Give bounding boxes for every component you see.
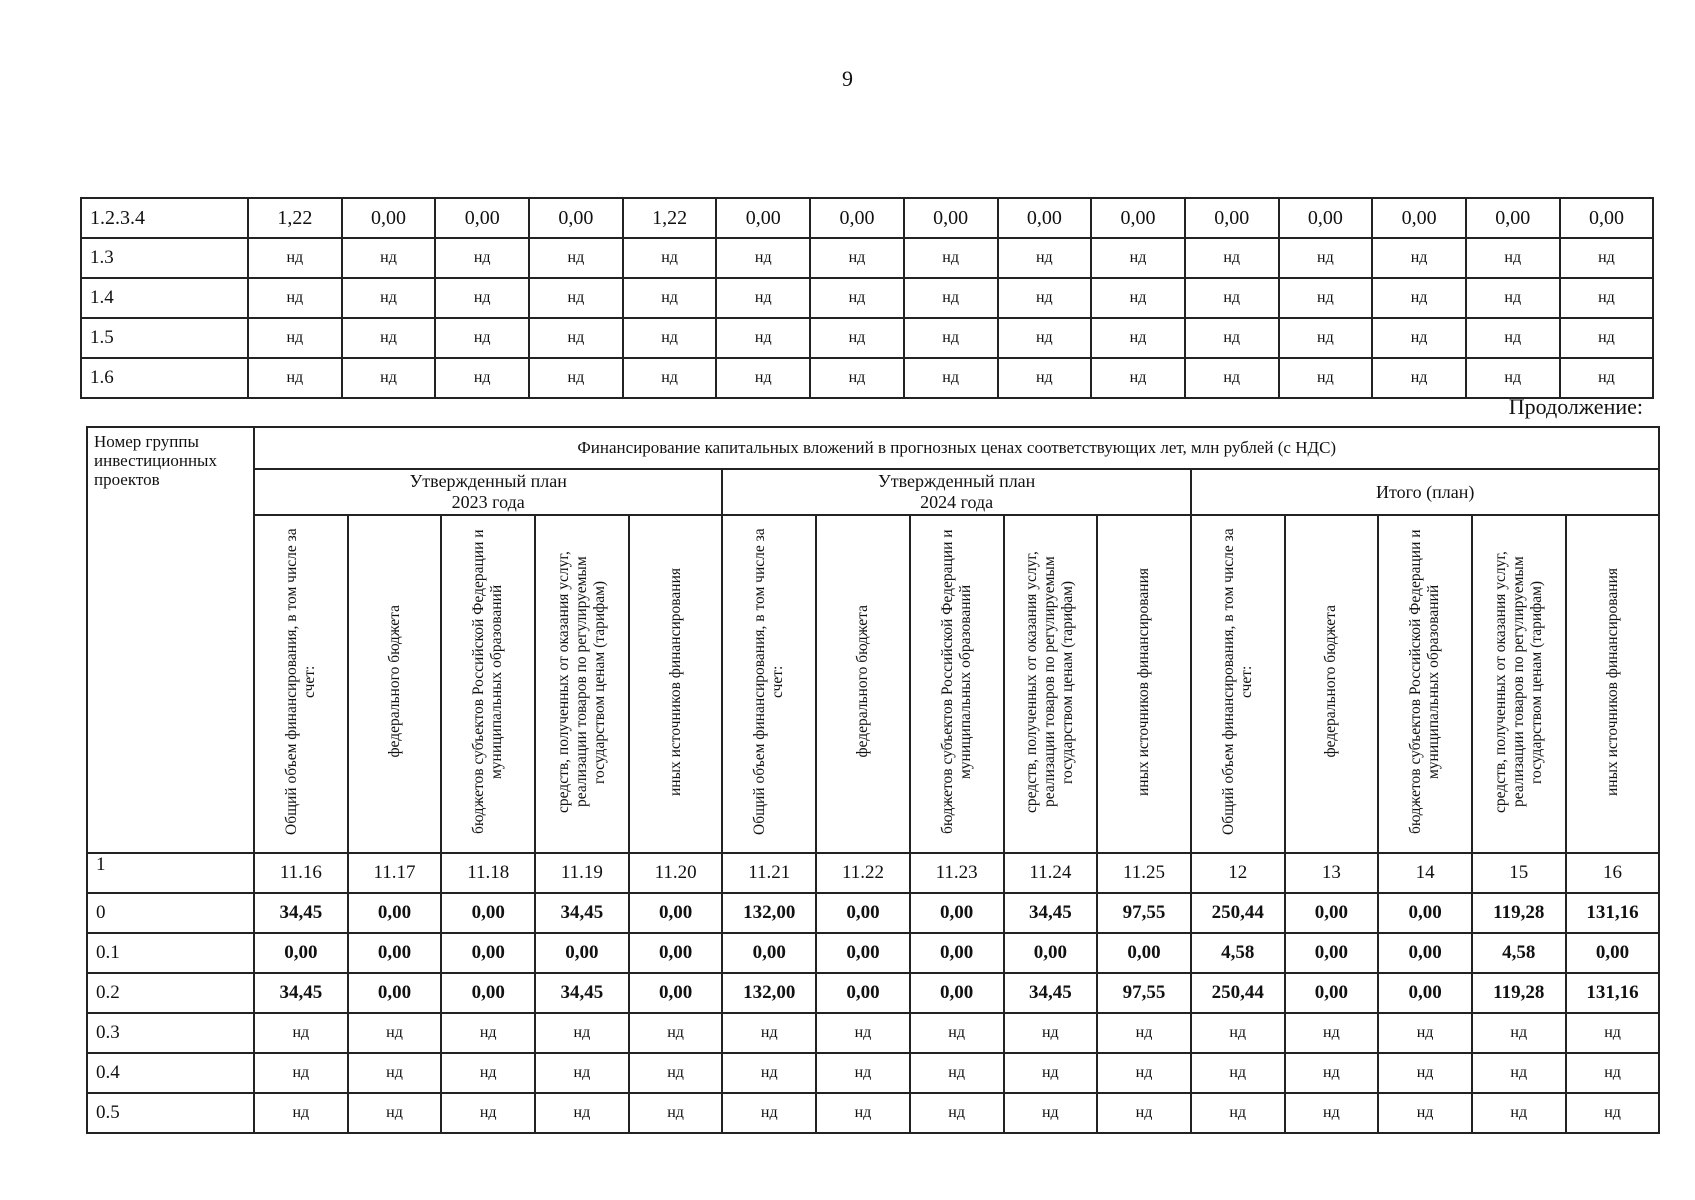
table-cell: 0,00 [1091,198,1185,238]
table-cell: нд [1185,238,1279,278]
row-label: 1.4 [81,278,248,318]
table-cell: нд [348,1093,442,1133]
table-cell: нд [722,1013,816,1053]
table-cell: нд [529,318,623,358]
subcolumn-header [348,515,442,853]
group-number-header: Номер группы инвестиционных проектов [87,427,254,853]
column-number: 15 [1472,853,1566,893]
table-cell: нд [254,1093,348,1133]
table-cell: нд [810,358,904,398]
table-cell: 34,45 [1004,893,1098,933]
column-number: 11.23 [910,853,1004,893]
table-cell: нд [1472,1093,1566,1133]
table-cell: нд [629,1093,723,1133]
subcolumn-header [441,515,535,853]
table-cell: нд [716,318,810,358]
table-cell: 0,00 [1560,198,1654,238]
top-table-body [81,198,1653,398]
table-cell: нд [1285,1013,1379,1053]
table-cell: 0,00 [904,198,998,238]
column-number: 11.21 [722,853,816,893]
table-cell: 119,28 [1472,893,1566,933]
table-cell: нд [254,1013,348,1053]
table-cell: 0,00 [441,893,535,933]
table-cell: 0,00 [629,933,723,973]
row-label: 1.3 [81,238,248,278]
table-cell: нд [1372,238,1466,278]
table-cell: нд [1097,1013,1191,1053]
table-cell: нд [998,238,1092,278]
table-cell: 0,00 [1279,198,1373,238]
table-cell: 0,00 [816,933,910,973]
table-cell: нд [623,278,717,318]
column-number: 11.22 [816,853,910,893]
table-cell: 0,00 [1378,933,1472,973]
subcolumn-header [1566,515,1660,853]
table-row [87,1013,1659,1053]
table-cell: 0,00 [722,933,816,973]
table-cell: нд [529,238,623,278]
subcolumn-header [629,515,723,853]
row-label: 0.3 [87,1013,254,1053]
table-cell: нд [1279,318,1373,358]
table-cell: 0,00 [529,198,623,238]
subcolumn-header-text: средств, полученных от оказания услуг, реализации товаров по регулируемым государством ценам (тарифам) [1023,550,1077,813]
table-cell: нд [904,358,998,398]
table-cell: 1,22 [623,198,717,238]
column-number: 13 [1285,853,1379,893]
plan-header [254,469,722,515]
table-cell: 119,28 [1472,973,1566,1013]
subcolumn-header-text: бюджетов субъектов Российской Федерации и муниципальных образований [1407,529,1443,834]
table-cell: нд [1279,358,1373,398]
table-cell: нд [1004,1013,1098,1053]
main-table-body [87,853,1659,1133]
table-cell: нд [1372,318,1466,358]
table-cell: нд [342,238,436,278]
column-number: 11.25 [1097,853,1191,893]
table-cell: нд [1279,238,1373,278]
table-cell: нд [1378,1093,1472,1133]
row-label: 1 [87,853,254,893]
table-cell: нд [1466,358,1560,398]
table-cell: нд [535,1053,629,1093]
table-row [87,1093,1659,1133]
column-number: 11.16 [254,853,348,893]
subcolumn-header [535,515,629,853]
table-cell: нд [435,358,529,398]
table-cell: нд [716,278,810,318]
table-cell: нд [904,278,998,318]
table-cell: нд [254,1053,348,1093]
table-row [81,198,1653,238]
table-cell: 0,00 [342,198,436,238]
row-label: 0.4 [87,1053,254,1093]
page-number: 9 [842,66,853,91]
subcolumn-header [722,515,816,853]
subcolumn-header [1378,515,1472,853]
table-cell: 131,16 [1566,973,1660,1013]
table-cell: нд [1560,318,1654,358]
table-cell: 0,00 [1372,198,1466,238]
subcolumn-header [1191,515,1285,853]
table-cell: 0,00 [348,973,442,1013]
table-cell: 0,00 [441,973,535,1013]
table-cell: нд [1279,278,1373,318]
table-cell: 0,00 [1378,893,1472,933]
subcolumn-header-text: средств, полученных от оказания услуг, реализации товаров по регулируемым государством ценам (тарифам) [554,550,608,813]
column-number: 11.19 [535,853,629,893]
table-cell: нд [1285,1093,1379,1133]
subcolumn-header-text: федерального бюджета [853,605,871,758]
column-number: 14 [1378,853,1472,893]
subcolumn-header-text: Общий объем финансирования, в том числе за счет: [1219,528,1255,835]
table-cell: нд [1191,1053,1285,1093]
financing-header: Финансирование капитальных вложений в прогнозных ценах соответствующих лет, млн рублей (с НДС) [254,427,1659,469]
table-cell: нд [816,1053,910,1093]
table-cell: 0,00 [1466,198,1560,238]
table-cell: 131,16 [1566,893,1660,933]
table-cell: 250,44 [1191,973,1285,1013]
table-cell: нд [1560,358,1654,398]
table-cell: 0,00 [1185,198,1279,238]
table-cell: нд [1091,358,1185,398]
table-cell: нд [810,318,904,358]
table-cell: нд [1466,238,1560,278]
plan-header-year: 2023 года [451,492,525,512]
column-number: 16 [1566,853,1660,893]
table-cell: нд [716,238,810,278]
subcolumn-header [1472,515,1566,853]
main-table [86,426,1660,1134]
table-row [87,893,1659,933]
table-cell: нд [1097,1093,1191,1133]
subcolumn-header-text: федерального бюджета [385,605,403,758]
table-cell: 97,55 [1097,893,1191,933]
table-cell: нд [810,238,904,278]
table-cell: нд [1285,1053,1379,1093]
row-label: 1.2.3.4 [81,198,248,238]
table-cell: 34,45 [535,893,629,933]
table-cell: нд [1185,278,1279,318]
column-number: 11.24 [1004,853,1098,893]
table-cell: нд [1097,1053,1191,1093]
table-cell: нд [904,238,998,278]
table-cell: нд [1372,278,1466,318]
continuation-label: Продолжение: [1508,394,1643,419]
row-label: 0.5 [87,1093,254,1133]
table-cell: нд [1566,1053,1660,1093]
column-number: 12 [1191,853,1285,893]
table-cell: нд [998,278,1092,318]
table-row [87,1053,1659,1093]
subcolumn-header [816,515,910,853]
table-cell: нд [1091,278,1185,318]
column-number: 11.18 [441,853,535,893]
table-cell: 34,45 [254,893,348,933]
table-cell: нд [348,1053,442,1093]
table-cell: нд [1566,1093,1660,1133]
subcolumn-header-text: федерального бюджета [1322,605,1340,758]
table-cell: 0,00 [348,933,442,973]
plan-header [722,469,1190,515]
table-cell: нд [623,238,717,278]
row-label: 0.2 [87,973,254,1013]
table-cell: нд [435,238,529,278]
table-cell: нд [629,1053,723,1093]
table-row [81,318,1653,358]
table-cell: нд [1004,1093,1098,1133]
table-row [81,278,1653,318]
table-cell: нд [529,278,623,318]
row-label: 1.6 [81,358,248,398]
table-cell: нд [535,1013,629,1053]
table-cell: нд [1378,1013,1472,1053]
table-cell: нд [348,1013,442,1053]
table-cell: 132,00 [722,893,816,933]
table-cell: 0,00 [1097,933,1191,973]
table-cell: нд [1185,318,1279,358]
table-cell: нд [1372,358,1466,398]
plan-header-year: 2024 года [920,492,994,512]
subcolumn-header-row [87,515,1659,853]
table-cell: нд [435,278,529,318]
table-cell: нд [1091,318,1185,358]
table-cell: 0,00 [1285,933,1379,973]
table-cell: нд [1466,318,1560,358]
subcolumn-header [1097,515,1191,853]
table-cell: 0,00 [435,198,529,238]
column-number: 11.20 [629,853,723,893]
table-row [81,358,1653,398]
column-number: 11.17 [348,853,442,893]
table-cell: 0,00 [1378,973,1472,1013]
table-cell: 0,00 [910,933,1004,973]
row-label: 0.1 [87,933,254,973]
table-cell: 4,58 [1191,933,1285,973]
table-cell: 97,55 [1097,973,1191,1013]
table-cell: нд [248,318,342,358]
table-cell: 0,00 [998,198,1092,238]
subcolumn-header-text: бюджетов субъектов Российской Федерации и муниципальных образований [938,529,974,834]
subcolumn-header-text: иных источников финансирования [1603,567,1621,796]
table-cell: нд [342,358,436,398]
table-cell: нд [910,1013,1004,1053]
table-cell: нд [1472,1013,1566,1053]
table-cell: 0,00 [629,893,723,933]
table-cell: нд [623,358,717,398]
table-cell: нд [910,1093,1004,1133]
top-table [80,197,1654,399]
table-row [87,973,1659,1013]
subcolumn-header [910,515,1004,853]
table-cell: 0,00 [910,893,1004,933]
table-cell: нд [535,1093,629,1133]
plan-header-title: Итого (план) [1376,481,1475,502]
table-cell: нд [435,318,529,358]
table-cell: нд [342,278,436,318]
table-cell: нд [904,318,998,358]
table-cell: 0,00 [1004,933,1098,973]
table-cell: 0,00 [910,973,1004,1013]
table-cell: нд [1560,278,1654,318]
table-cell: нд [716,358,810,398]
subcolumn-header [1285,515,1379,853]
plan-header [1191,469,1660,515]
subcolumn-header [254,515,348,853]
table-cell: нд [441,1013,535,1053]
subcolumn-header-text: Общий объем финансирования, в том числе за счет: [751,528,787,835]
table-cell: 0,00 [810,198,904,238]
table-cell: 1,22 [248,198,342,238]
table-cell: 0,00 [716,198,810,238]
table-cell: 4,58 [1472,933,1566,973]
table-cell: нд [910,1053,1004,1093]
table-cell: 0,00 [1285,973,1379,1013]
table-cell: 0,00 [816,973,910,1013]
table-cell: нд [1004,1053,1098,1093]
table-row [87,933,1659,973]
table-cell: нд [1091,238,1185,278]
table-cell: 132,00 [722,973,816,1013]
table-cell: 0,00 [348,893,442,933]
table-cell: нд [998,358,1092,398]
plan-header-row [87,469,1659,515]
table-cell: нд [1191,1013,1285,1053]
subcolumn-header-text: иных источников финансирования [666,567,684,796]
table-cell: нд [441,1053,535,1093]
table-cell: нд [810,278,904,318]
table-cell: нд [816,1013,910,1053]
table-cell: нд [722,1053,816,1093]
table-cell: 34,45 [1004,973,1098,1013]
row-label: 0 [87,893,254,933]
table-cell: нд [1566,1013,1660,1053]
subcolumn-header-text: бюджетов субъектов Российской Федерации и муниципальных образований [470,529,506,834]
table-cell: 34,45 [535,973,629,1013]
row-label: 1.5 [81,318,248,358]
table-cell: 34,45 [254,973,348,1013]
table-cell: нд [1378,1053,1472,1093]
table-row [81,238,1653,278]
table-cell: 0,00 [1566,933,1660,973]
table-cell: нд [623,318,717,358]
table-cell: 0,00 [535,933,629,973]
table-cell: нд [1560,238,1654,278]
plan-header-title: Утвержденный план [409,471,567,491]
subcolumn-header [1004,515,1098,853]
table-cell: нд [1185,358,1279,398]
table-cell: 0,00 [1285,893,1379,933]
table-cell: нд [1191,1093,1285,1133]
table-cell: нд [998,318,1092,358]
table-cell: нд [629,1013,723,1053]
table-cell: 0,00 [254,933,348,973]
subcolumn-header-text: иных источников финансирования [1135,567,1153,796]
table-cell: 250,44 [1191,893,1285,933]
column-numbering-row [87,853,1659,893]
table-cell: 0,00 [441,933,535,973]
table-cell: нд [248,238,342,278]
table-cell: нд [441,1093,535,1133]
subcolumn-header-text: Общий объем финансирования, в том числе за счет: [282,528,318,835]
table-cell: нд [342,318,436,358]
table-cell: 0,00 [629,973,723,1013]
table-cell: нд [248,278,342,318]
table-cell: 0,00 [816,893,910,933]
table-cell: нд [529,358,623,398]
table-cell: нд [248,358,342,398]
subcolumn-header-text: средств, полученных от оказания услуг, реализации товаров по регулируемым государством ценам (тарифам) [1491,550,1545,813]
table-cell: нд [816,1093,910,1133]
table-cell: нд [1466,278,1560,318]
table-cell: нд [722,1093,816,1133]
plan-header-title: Утвержденный план [878,471,1036,491]
table-cell: нд [1472,1053,1566,1093]
